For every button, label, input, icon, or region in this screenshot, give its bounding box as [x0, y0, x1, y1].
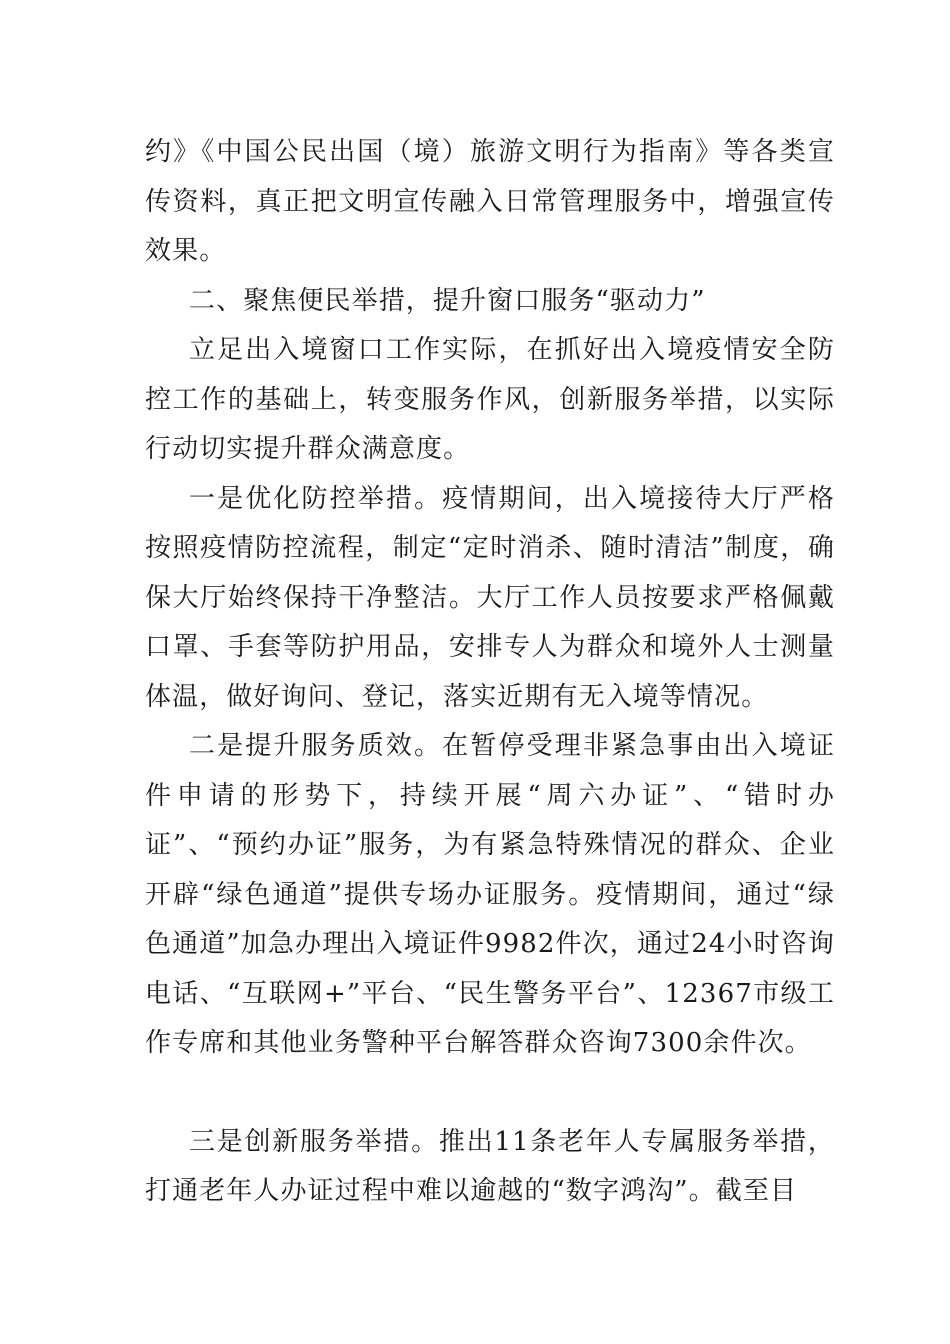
paragraph-point-3: 三是创新服务举措。推出11条老年人专属服务举措，打通老年人办证过程中难以逾越的“数字鸿沟”。截至目: [145, 1126, 835, 1206]
section-heading: 二、聚焦便民举措，提升窗口服务“驱动力”: [189, 285, 706, 316]
paragraph-continuation: 约》《中国公民出国（境）旅游文明行为指南》等各类宣传资料，真正把文明宣传融入日常管理服务中，增强宣传效果。: [145, 137, 835, 266]
paragraph-intro: 立足出入境窗口工作实际，在抓好出入境疫情安全防控工作的基础上，转变服务作风，创新服务举措，以实际行动切实提升群众满意度。: [145, 335, 835, 464]
paragraph-point-2: 二是提升服务质效。在暂停受理非紧急事由出入境证件申请的形势下，持续开展“周六办证”、“错时办证”、“预约办证”服务，为有紧急特殊情况的群众、企业开辟“绿色通道”提供专场办证服务。疫情期间，通过“绿色通道”加急办理出入境证件9982件次，通过24小时咨询电话、“互联网+”平台、“民生警务平台”、12367市级工作专席和其他业务警种平台解答群众咨询7300余件次。: [145, 731, 835, 1058]
document-body: [145, 128, 835, 1217]
paragraph-point-1: 一是优化防控举措。疫情期间，出入境接待大厅严格按照疫情防控流程，制定“定时消杀、随时清洁”制度，确保大厅始终保持干净整洁。大厅工作人员按要求严格佩戴口罩、手套等防护用品，安排专人为群众和境外人士测量体温，做好询问、登记，落实近期有无入境等情况。: [145, 483, 835, 712]
